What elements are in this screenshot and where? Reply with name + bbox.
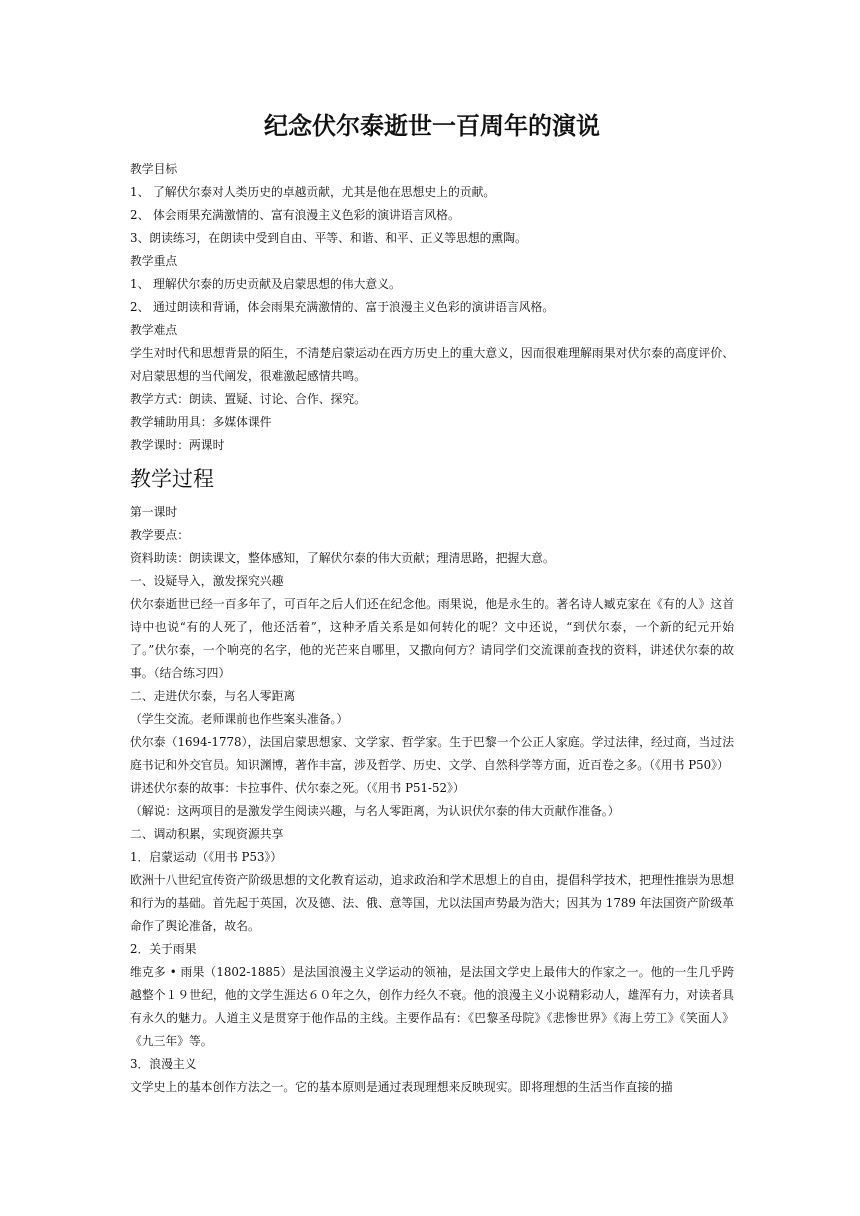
paragraph: 学生对时代和思想背景的陌生，不清楚启蒙运动在西方历史上的重大意义，因而很难理解雨果对伏尔泰的高度评价、对启蒙思想的当代阐发，很难激起感情共鸣。 [130,346,734,383]
text-line: 1．启蒙运动（《用书 P53》） [130,850,283,864]
text-line: 1、 了解伏尔泰对人类历史的卓越贡献，尤其是他在思想史上的贡献。 [130,185,496,199]
section-heading: 教学过程 [130,467,214,491]
text-line: 教学目标 [130,162,178,176]
text-line: 二、调动积累，实现资源共享 [130,827,284,841]
text-line: 2、 体会雨果充满激情的、富有浪漫主义色彩的演讲语言风格。 [130,208,460,222]
text-line: （解说：这两项目的是激发学生阅读兴趣，与名人零距离，为认识伏尔泰的伟大贡献作准备。） [130,804,620,818]
paragraph: 伏尔泰逝世已经一百多年了，可百年之后人们还在纪念他。雨果说，他是永生的。著名诗人臧克家在《有的人》这首诗中也说“有的人死了，他还活着”，这种矛盾关系是如何转化的呢？文中还说，“到伏尔泰，一个新的纪元开始了。”伏尔泰，一个响亮的名字，他的光芒来自哪里，又撒向何方？请同学们交流课前查找的资料，讲述伏尔泰的故事。（结合练习四） [130,597,734,680]
text-line: 3．浪漫主义 [130,1057,197,1071]
text-line: 教学难点 [130,323,178,337]
document-body [130,108,734,1099]
text-line: 教学方式：朗读、置疑、讨论、合作、探究。 [130,392,366,406]
document-title: 纪念伏尔泰逝世一百周年的演说 [264,112,600,140]
text-line: 2．关于雨果 [130,942,197,956]
text-line: 1、 理解伏尔泰的历史贡献及启蒙思想的伟大意义。 [130,277,401,291]
text-line: 教学重点 [130,254,178,268]
paragraph: 伏尔泰（1694-1778），法国启蒙思想家、文学家、哲学家。生于巴黎一个公正人家庭。学过法律，经过商，当过法庭书记和外交官员。知识渊博，著作丰富，涉及哲学、历史、文学、自然科学等方面，近百卷之多。（《用书 P50》） [130,735,734,772]
lesson-process [130,501,734,1099]
paragraph: 欧洲十八世纪宣传资产阶级思想的文化教育运动，追求政治和学术思想上的自由，提倡科学技术，把理性推崇为思想和行为的基础。首先起于英国，次及德、法、俄、意等国，尤以法国声势最为浩大；因其为 1789 年法国资产阶级革命作了舆论准备，故名。 [130,873,734,933]
text-line: 教学辅助用具：多媒体课件 [130,415,272,429]
text-line: 2、 通过朗读和背诵，体会雨果充满激情的、富于浪漫主义色彩的演讲语言风格。 [130,300,555,314]
text-line: （学生交流。老师课前也作些案头准备。） [130,712,349,726]
text-line: 一、设疑导入，激发探究兴趣 [130,574,284,588]
text-line: 教学要点： [130,528,189,542]
text-line: 二、走进伏尔泰，与名人零距离 [130,689,296,703]
text-line: 教学课时：两课时 [130,438,225,452]
lesson-overview [130,158,734,457]
text-line: 3、朗读练习，在朗读中受到自由、平等、和谐、和平、正义等思想的熏陶。 [130,231,527,245]
text-line: 第一课时 [130,505,178,519]
text-line: 讲述伏尔泰的故事：卡拉事件、伏尔泰之死。（《用书 P51-52》） [130,781,465,795]
text-line: 文学史上的基本创作方法之一。它的基本原则是通过表现理想来反映现实。即将理想的生活当作直接的描 [130,1080,673,1094]
text-line: 资料助读：朗读课文，整体感知，了解伏尔泰的伟大贡献；理清思路，把握大意。 [130,551,555,565]
paragraph: 维克多 • 雨果（1802-1885）是法国浪漫主义学运动的领袖，是法国文学史上最伟大的作家之一。他的一生几乎跨越整个１９世纪，他的文学生涯达６０年之久，创作力经久不衰。他的浪漫主义小说精彩动人，雄浑有力，对读者具有永久的魅力。人道主义是贯穿于他作品的主线。主要作品有：《巴黎圣母院》《悲惨世界》《海上劳工》《笑面人》《九三年》等。 [130,965,734,1048]
